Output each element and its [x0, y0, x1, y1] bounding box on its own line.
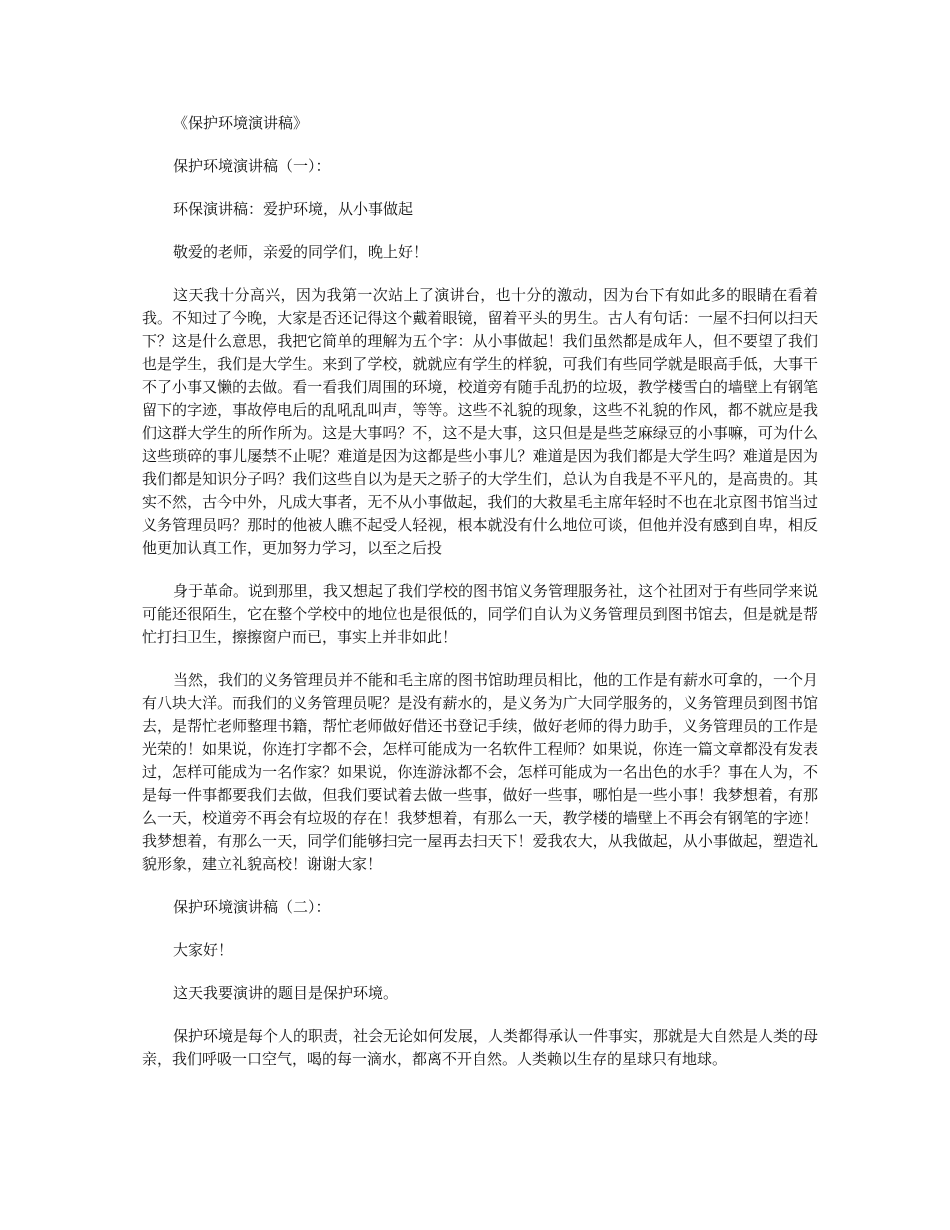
document-title: 《保护环境演讲稿》 [173, 114, 309, 132]
greeting-1: 敬爱的老师，亲爱的同学们，晚上好！ [173, 243, 429, 261]
paragraph-3: 当然，我们的义务管理员并不能和毛主席的图书馆助理员相比，他的工作是有薪水可拿的，一个月有八块大洋。而我们的义务管理员呢？是没有薪水的，是义务为广大同学服务的，义务管理员到图书馆去，是帮忙老师整理书籍，帮忙老师做好借还书登记手续，做好老师的得力助手，义务管理员的工作是光荣的！如果说，你连打字都不会，怎样可能成为一名软件工程师？如果说，你连一篇文章都没有发表过，怎样可能成为一名作家？如果说，你连游泳都不会，怎样可能成为一名出色的水手？事在人为，不是每一件事都要我们去做，但我们要试着去做一些事，做好一些事，哪怕是一些小事！我梦想着，有那么一天，校道旁不再会有垃圾的存在！我梦想着，有那么一天，教学楼的墙壁上不再会有钢笔的字迹！我梦想着，有那么一天，同学们能够扫完一屋再去扫天下！爱我农大，从我做起，从小事做起，塑造礼貌形象，建立礼貌高校！谢谢大家！ [142, 671, 819, 873]
paragraph-2: 身于革命。说到那里，我又想起了我们学校的图书馆义务管理服务社，这个社团对于有些同学来说可能还很陌生，它在整个学校中的地位也是很低的，同学们自认为义务管理员到图书馆去，但是就是帮忙打扫卫生，擦擦窗户而已，事实上并非如此！ [142, 582, 819, 646]
speech-subtitle-1: 环保演讲稿：爱护环境，从小事做起 [173, 200, 414, 218]
greeting-2: 大家好！ [173, 941, 234, 959]
speech-heading-1: 保护环境演讲稿（一）： [173, 157, 331, 175]
speech-heading-2: 保护环境演讲稿（二）： [173, 898, 331, 916]
document-page [142, 112, 818, 1091]
paragraph-1: 这天我十分高兴，因为我第一次站上了演讲台，也十分的激动，因为台下有如此多的眼睛在看着我。不知过了今晚，大家是否还记得这个戴着眼镜，留着平头的男生。古人有句话：一屋不扫何以扫天下？这是什么意思，我把它简单的理解为五个字：从小事做起！我们虽然都是成年人，但不要望了我们也是学生，我们是大学生。来到了学校，就就应有学生的样貌，可我们有些同学就是眼高手低，大事干不了小事又懒的去做。看一看我们周围的环境，校道旁有随手乱扔的垃圾，教学楼雪白的墙壁上有钢笔留下的字迹，事故停电后的乱吼乱叫声，等等。这些不礼貌的现象，这些不礼貌的作风，都不就应是我们这群大学生的所作所为。这是大事吗？不，这不是大事，这只但是是些芝麻绿豆的小事嘛，可为什么这些琐碎的事儿屡禁不止呢？难道是因为这都是些小事儿？难道是因为我们都是大学生吗？难道是因为我们都是知识分子吗？我们这些自以为是天之骄子的大学生们，总认为自我是不平凡的，是高贵的。其实不然，古今中外，凡成大事者，无不从小事做起，我们的大救星毛主席年轻时不也在北京图书馆当过义务管理员吗？那时的他被人瞧不起受人轻视，根本就没有什么地位可谈，但他并没有感到自卑，相反他更加认真工作，更加努力学习，以至之后投 [142, 286, 818, 557]
intro-2: 这天我要演讲的题目是保护环境。 [173, 984, 399, 1002]
paragraph-4: 保护环境是每个人的职责，社会无论如何发展，人类都得承认一件事实，那就是大自然是人类的母亲，我们呼吸一口空气，喝的每一滴水，都离不开自然。人类赖以生存的星球只有地球。 [142, 1027, 819, 1068]
